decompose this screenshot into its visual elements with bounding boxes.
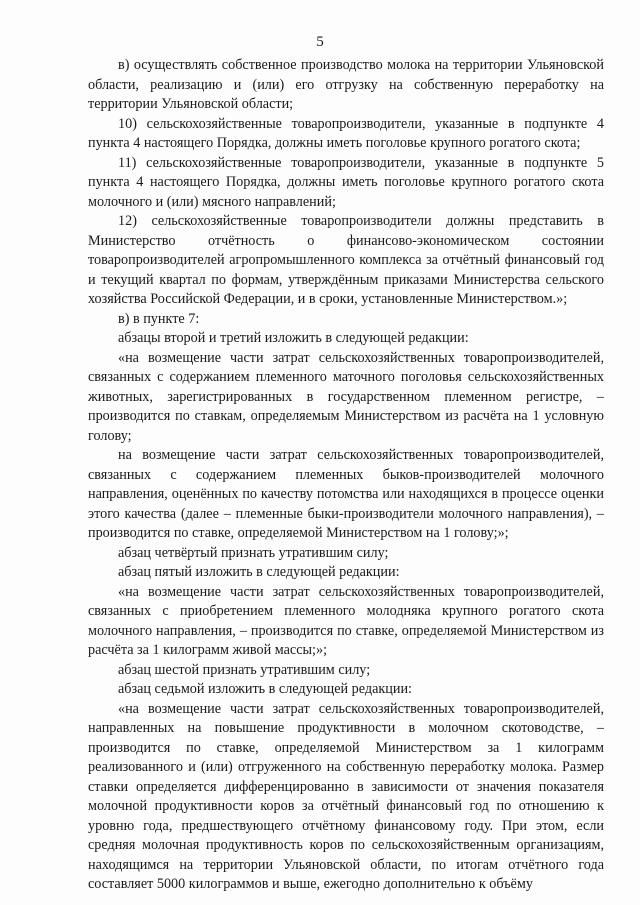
paragraph-breeding-bulls: на возмещение части затрат сельскохозяйственных товаропроизводителей, связанных с содержанием племенных быков-производителей молочного направления, оценённых по качеству потомства или находящихся в процессе оценки этого качества (далее – племенные быки-производители молочного направления), – производится по ставке, определяемой Министерством на 1 голову;»; — [88, 447, 604, 541]
paragraph-item-10: 10) сельскохозяйственные товаропроизводители, указанные в подпункте 4 пункта 4 настоящего Порядка, должны иметь поголовье крупного рогатого скота; — [88, 115, 604, 151]
paragraph-breeding-stock: «на возмещение части затрат сельскохозяйственных товаропроизводителей, связанных с содержанием племенного маточного поголовья сельскохозяйственных животных, зарегистрированных в государственном племенном регистре, – производится по ставкам, определяемым Министерством из расчёта на 1 условную голову; — [88, 349, 604, 444]
paragraph-amend-fifth: абзац пятый изложить в следующей редакции: — [118, 564, 400, 580]
paragraph-item-12: 12) сельскохозяйственные товаропроизводители должны представить в Министерство отчётность о финансово-экономическом состоянии товаропроизводителей агропромышленного комплекса за отчётный финансовый год и текущий квартал по формам, утверждённым приказами Министерства сельского хозяйства Российской Федерации, и в сроки, установленные Министерством.»; — [88, 213, 604, 307]
paragraph-fourth-void: абзац четвёртый признать утратившим силу; — [118, 544, 389, 561]
paragraph-milk-productivity: «на возмещение части затрат сельскохозяйственных товаропроизводителей, направленных на повышение продуктивности в молочном скотоводстве, – производится по ставке, определяемой Министерством за 1 килограмм реализованного и (или) отгруженного на собственную переработку молока. Размер ставки определяется дифференцированно в зависимости от значения показателя молочной продуктивности коров за отчётный финансовый год по отношению к уровню года, предшествующего отчётному финансовому году. При этом, если средняя молочная продуктивность коров по сельскохозяйственным организациям, находящимся на территории Ульяновской области, по итогам отчётного года составляет 5000 килограммов и выше, ежегодно дополнительно к объёму — [88, 700, 604, 892]
page-number: 5 — [316, 34, 324, 50]
document-body — [88, 56, 604, 895]
paragraph-young-cattle: «на возмещение части затрат сельскохозяйственных товаропроизводителей, связанных с приобретением племенного молодняка крупного рогатого скота молочного направления, – производится по ставке, определяемой Министерством из расчёта за 1 килограмм живой массы;»; — [88, 583, 604, 658]
paragraph-subitem-v-milk-production: в) осуществлять собственное производство молока на территории Ульяновской области, реализацию и (или) его отгрузку на собственную переработку на территории Ульяновской области; — [88, 57, 604, 112]
paragraph-sixth-void: абзац шестой признать утратившим силу; — [118, 661, 371, 678]
paragraph-item-11: 11) сельскохозяйственные товаропроизводители, указанные в подпункте 5 пункта 4 настоящего Порядка, должны иметь поголовье крупного рогатого скота молочного и (или) мясного направлений; — [88, 154, 604, 210]
paragraph-amend-seventh: абзац седьмой изложить в следующей редакции: — [118, 681, 413, 697]
paragraph-amend-second-third: абзацы второй и третий изложить в следующей редакции: — [118, 330, 469, 346]
paragraph-point-7-heading: в) в пункте 7: — [118, 310, 200, 327]
